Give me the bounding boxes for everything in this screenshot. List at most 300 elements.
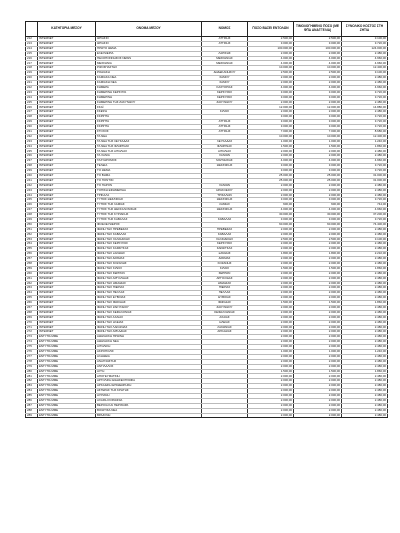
total-cost-cell: 12.400,00	[342, 134, 388, 139]
amount-invoiced-cell: 2.000,00	[294, 100, 342, 105]
media-name-cell: ΤΑΧΥΔΡΟΜΟΣ	[96, 159, 202, 164]
amount-invoiced-cell: 2.000,00	[294, 110, 342, 115]
media-name-cell: ΑΘΗΝΑΪΚΗ ΠΡΩΙΝΗ	[96, 335, 202, 340]
amount-invoiced-cell: 3.000,00	[294, 198, 342, 203]
amount-orders-cell: 2.000,00	[248, 257, 294, 262]
total-cost-cell: 2.480,00	[342, 330, 388, 335]
media-category-cell: INTERNET	[38, 115, 96, 120]
prefecture-cell: ΠΕΛΛΑΣ	[202, 291, 248, 296]
media-category-cell: INTERNET	[38, 242, 96, 247]
amount-orders-cell: 2.000,00	[248, 364, 294, 369]
media-name-cell: ΤΟ ΘΕΜΑ	[96, 169, 202, 174]
media-category-cell: INTERNET	[38, 315, 96, 320]
total-cost-cell: 2.480,00	[342, 413, 388, 418]
total-cost-cell: 124.000,00	[342, 46, 388, 51]
prefecture-cell: ΤΡΙΚΑΛΩΝ	[202, 193, 248, 198]
row-number-cell: 244	[26, 193, 38, 198]
media-category-cell: INTERNET	[38, 76, 96, 81]
media-category-cell: INTERNET	[38, 149, 96, 154]
amount-invoiced-cell: 2.000,00	[294, 188, 342, 193]
media-category-cell: INTERNET	[38, 51, 96, 56]
amount-orders-cell: 1.000,00	[248, 350, 294, 355]
media-name-cell: ΦΩΝΗ ΤΗΣ ΚΙΛΚΙΣ	[96, 266, 202, 271]
row-number-cell: 235	[26, 149, 38, 154]
media-category-cell: INTERNET	[38, 139, 96, 144]
media-name-cell: ΦΩΝΗ ΤΗΣ ΧΑΛΚΙΔΙΚΗΣ	[96, 237, 202, 242]
amount-orders-cell: 4.000,00	[248, 56, 294, 61]
amount-orders-cell: 4.000,00	[248, 85, 294, 90]
total-cost-cell: 2.480,00	[342, 340, 388, 345]
amount-orders-cell: 3.000,00	[248, 41, 294, 46]
media-name-cell: ΤΟΠΙΚΗ ΕΦΗΜΕΡΙΔΑ	[96, 188, 202, 193]
media-category-cell: INTERNET	[38, 261, 96, 266]
row-number-cell: 289	[26, 413, 38, 418]
media-category-cell: INTERNET	[38, 61, 96, 66]
media-category-cell: INTERNET	[38, 227, 96, 232]
prefecture-cell: ΧΑΝΙΩΝ	[202, 183, 248, 188]
table-header-row	[26, 22, 388, 37]
amount-invoiced-cell: 2.000,00	[294, 286, 342, 291]
media-category-cell: INTERNET	[38, 95, 96, 100]
amount-orders-cell: 3.000,00	[248, 125, 294, 130]
row-number-cell: 227	[26, 110, 38, 115]
media-name-cell: ΑΡΓΟΛΙΚΗ ΕΙΔΗΣΕΟΓΡΑΦΙΑ	[96, 379, 202, 384]
media-name-cell: ΑΧΑΪΚΗ ΚΟΙΝΩΝΙΑ	[96, 398, 202, 403]
media-category-cell: INTERNET	[38, 178, 96, 183]
prefecture-cell: ΗΡΑΚΛΕΙΟΥ	[202, 188, 248, 193]
amount-invoiced-cell: 25.000,00	[294, 173, 342, 178]
row-number-cell: 274	[26, 340, 38, 345]
total-cost-cell: 744,00	[342, 203, 388, 208]
media-name-cell: ΑΙΤΩΛΙΚΗ	[96, 345, 202, 350]
media-name-cell: ΘΡΙΑΣΙΟ	[96, 37, 202, 42]
prefecture-cell: ΚΑΒΑΛΑΣ	[202, 217, 248, 222]
row-number-cell: 271	[26, 325, 38, 330]
row-number-cell: 283	[26, 384, 38, 389]
media-name-cell: ΦΩΝΗ ΤΗΣ ΑΡΚΑΔΙΑΣ	[96, 330, 202, 335]
prefecture-cell: ΚΕΡΚΥΡΑΣ	[202, 90, 248, 95]
media-name-cell: ΑΠΟΓΕΥΜΑΤΙΝΗ	[96, 374, 202, 379]
prefecture-cell: ΘΕΣ/ΝΙΚΗΣ	[202, 208, 248, 213]
media-name-cell: ΦΩΝΗ ΤΗΣ ΛΑΚΩΝΙΑΣ	[96, 325, 202, 330]
total-cost-cell: 3.720,00	[342, 95, 388, 100]
prefecture-cell: ΖΑΚΥΝΘΟΥ	[202, 305, 248, 310]
amount-invoiced-cell: 2.000,00	[294, 345, 342, 350]
media-name-cell: ΣΚΡΙΠΤΑ	[96, 125, 202, 130]
media-name-cell: ΦΩΝΗ ΤΗΣ ΕΥΒΟΙΑΣ	[96, 296, 202, 301]
row-number-cell: 248	[26, 213, 38, 218]
row-number-cell: 277	[26, 354, 38, 359]
amount-invoiced-cell: 2.000,00	[294, 193, 342, 198]
amount-orders-cell: 2.500,00	[248, 37, 294, 42]
amount-orders-cell: 60.000,00	[248, 222, 294, 227]
amount-invoiced-cell: 2.000,00	[294, 403, 342, 408]
media-category-cell: INTERNET	[38, 291, 96, 296]
total-cost-cell: 2.480,00	[342, 51, 388, 56]
row-number-cell: 273	[26, 335, 38, 340]
media-name-cell: ΡΙΖΟΣΠΑΣΤΗΣ	[96, 66, 202, 71]
prefecture-cell: ΚΟΖΑΝΗΣ	[202, 261, 248, 266]
media-category-cell: INTERNET	[38, 217, 96, 222]
amount-invoiced-cell: 2.000,00	[294, 227, 342, 232]
media-name-cell: ΘΡΙΑΣΙΟ	[96, 41, 202, 46]
media-name-cell: ΣΚΑΪ	[96, 105, 202, 110]
media-category-cell: INTERNET	[38, 247, 96, 252]
amount-orders-cell: 2.000,00	[248, 154, 294, 159]
amount-orders-cell: 25.000,00	[248, 173, 294, 178]
row-number-cell: 224	[26, 95, 38, 100]
amount-orders-cell: 2.000,00	[248, 110, 294, 115]
row-number-cell: 220	[26, 76, 38, 81]
total-cost-cell: 3.720,00	[342, 217, 388, 222]
row-number-cell: 282	[26, 379, 38, 384]
media-category-cell: INTERNET	[38, 301, 96, 306]
header-amount-orders: ΠΟΣΟ ΒΑΣΕΙ ΕΝΤΟΛΩΝ	[248, 22, 294, 37]
media-name-cell: ΒΕΡΟΙΑ ΚΑΙ ΠΕΡΙΧΩΡΑ	[96, 403, 202, 408]
total-cost-cell: 3.720,00	[342, 198, 388, 203]
amount-orders-cell: 2.000,00	[248, 354, 294, 359]
total-cost-cell: 2.480,00	[342, 286, 388, 291]
row-number-cell: 238	[26, 164, 38, 169]
amount-orders-cell: 2.000,00	[248, 271, 294, 276]
total-cost-cell: 3.720,00	[342, 90, 388, 95]
prefecture-cell: ΑΤΤΙΚΗΣ	[202, 41, 248, 46]
header-amount-invoiced: ΤΙΜΟΛΟΓΗΜΕΝΟ ΠΟΣΟ (ΜΕ ΦΠΑ ΑΝΑΓΓΕΛΙΑ)	[294, 22, 342, 37]
total-cost-cell: 2.480,00	[342, 320, 388, 325]
media-name-cell: ΤΑ ΝΕΑ ΤΗΣ ΑΙΤΩΛΙΑΣ	[96, 149, 202, 154]
amount-orders-cell: 100.000,00	[248, 46, 294, 51]
total-cost-cell: 3.720,00	[342, 115, 388, 120]
media-category-cell: INTERNET	[38, 173, 96, 178]
row-number-cell: 260	[26, 271, 38, 276]
amount-invoiced-cell: 1.800,00	[294, 252, 342, 257]
media-category-cell: ΕΝΤΥΠΑ ΜΜΕ	[38, 345, 96, 350]
media-name-cell: ΤΥΠΟΣ ΤΗΣ ΚΑΒΑΛΑΣ	[96, 217, 202, 222]
prefecture-cell: ΣΑΜΟΥ	[202, 81, 248, 86]
amount-invoiced-cell: 2.000,00	[294, 271, 342, 276]
row-number-cell: 265	[26, 296, 38, 301]
amount-invoiced-cell: 1.500,00	[294, 144, 342, 149]
amount-orders-cell: 2.500,00	[248, 71, 294, 76]
row-number-cell: 240	[26, 173, 38, 178]
media-category-cell: ΕΝΤΥΠΑ ΜΜΕ	[38, 364, 96, 369]
prefecture-cell: ΑΤΤΙΚΗΣ	[202, 37, 248, 42]
media-category-cell: ΕΝΤΥΠΑ ΜΜΕ	[38, 398, 96, 403]
amount-orders-cell: 1.500,00	[248, 144, 294, 149]
amount-invoiced-cell: 2.000,00	[294, 413, 342, 418]
amount-orders-cell: 2.000,00	[248, 286, 294, 291]
prefecture-cell: ΣΕΡΡΩΝ	[202, 271, 248, 276]
total-cost-cell: 2.480,00	[342, 257, 388, 262]
row-number-cell: 263	[26, 286, 38, 291]
media-category-cell: ΕΝΤΥΠΑ ΜΜΕ	[38, 394, 96, 399]
total-cost-cell: 1.240,00	[342, 350, 388, 355]
amount-orders-cell: 2.000,00	[248, 100, 294, 105]
total-cost-cell: 2.480,00	[342, 384, 388, 389]
amount-invoiced-cell: 4.000,00	[294, 85, 342, 90]
amount-invoiced-cell: 2.000,00	[294, 315, 342, 320]
amount-orders-cell: 2.000,00	[248, 374, 294, 379]
header-index	[26, 22, 38, 37]
media-name-cell: ΒΡΑΔΥΝΗ	[96, 413, 202, 418]
amount-orders-cell: 1.000,00	[248, 139, 294, 144]
prefecture-cell: ΘΕΣ/ΝΙΚΗΣ	[202, 164, 248, 169]
media-category-cell: INTERNET	[38, 105, 96, 110]
total-cost-cell: 31.000,00	[342, 173, 388, 178]
row-number-cell: 269	[26, 315, 38, 320]
media-name-cell: ΦΩΝΗ ΤΗΣ ΔΡΑΜΑΣ	[96, 257, 202, 262]
row-number-cell: 253	[26, 237, 38, 242]
row-number-cell: 251	[26, 227, 38, 232]
total-cost-cell: 2.480,00	[342, 398, 388, 403]
amount-invoiced-cell: 2.000,00	[294, 232, 342, 237]
media-name-cell: ΦΩΝΗ ΤΗΣ ΚΑΒΑΛΑΣ	[96, 232, 202, 237]
media-category-cell: INTERNET	[38, 164, 96, 169]
amount-orders-cell: 2.000,00	[248, 310, 294, 315]
prefecture-cell: ΚΑΒΑΛΑΣ	[202, 232, 248, 237]
row-number-cell: 279	[26, 364, 38, 369]
amount-orders-cell: 2.000,00	[248, 76, 294, 81]
media-category-cell: INTERNET	[38, 144, 96, 149]
media-name-cell: ΦΩΝΗ ΤΗΣ ΚΕΡΚΥΡΑΣ	[96, 242, 202, 247]
media-category-cell: ΕΝΤΥΠΑ ΜΜΕ	[38, 384, 96, 389]
row-number-cell: 237	[26, 159, 38, 164]
amount-orders-cell: 2.000,00	[248, 305, 294, 310]
prefecture-cell: ΚΕΡΚΥΡΑΣ	[202, 242, 248, 247]
total-cost-cell: 2.480,00	[342, 232, 388, 237]
row-number-cell: 236	[26, 154, 38, 159]
media-category-cell: INTERNET	[38, 213, 96, 218]
media-category-cell: INTERNET	[38, 281, 96, 286]
amount-invoiced-cell: 2.000,00	[294, 76, 342, 81]
total-cost-cell: 2.480,00	[342, 193, 388, 198]
total-cost-cell: 3.100,00	[342, 237, 388, 242]
row-number-cell: 225	[26, 100, 38, 105]
amount-invoiced-cell: 1.500,00	[294, 369, 342, 374]
header-total-cost: ΣΥΝΟΛΙΚΟ ΚΟΣΤΟΣ ΣΤΗ ΖΗΤΙΑ	[342, 22, 388, 37]
media-name-cell: ΦΩΝΗ ΤΗΣ ΖΑΚΥΝΘΟΥ	[96, 305, 202, 310]
media-category-cell: ΕΝΤΥΠΑ ΜΜΕ	[38, 359, 96, 364]
media-category-cell: INTERNET	[38, 56, 96, 61]
media-name-cell: ΜΕΣΣΗΝΙΑ	[96, 61, 202, 66]
total-cost-cell: 2.480,00	[342, 227, 388, 232]
amount-invoiced-cell: 12.000,00	[294, 105, 342, 110]
prefecture-cell: ΧΑΝΙΩΝ	[202, 154, 248, 159]
prefecture-cell: ΗΜΑΘΙΑΣ	[202, 281, 248, 286]
total-cost-cell: 1.860,00	[342, 266, 388, 271]
row-number-cell: 232	[26, 134, 38, 139]
media-name-cell: ΒΟΙΩΤΙΚΑ ΝΕΑ	[96, 408, 202, 413]
media-name-cell: ΦΩΝΗ ΤΗΣ ΠΙΕΡΙΑΣ	[96, 286, 202, 291]
media-name-cell: ΣΚΕΨΗ	[96, 110, 202, 115]
media-category-cell: ΕΝΤΥΠΑ ΜΜΕ	[38, 413, 96, 418]
total-cost-cell: 1.860,00	[342, 301, 388, 306]
total-cost-cell: 2.232,00	[342, 252, 388, 257]
row-number-cell: 213	[26, 41, 38, 46]
amount-orders-cell: 2.000,00	[248, 340, 294, 345]
total-cost-cell: 2.480,00	[342, 281, 388, 286]
row-number-cell: 278	[26, 359, 38, 364]
amount-invoiced-cell: 3.000,00	[294, 169, 342, 174]
media-category-cell: INTERNET	[38, 198, 96, 203]
amount-orders-cell: 600,00	[248, 203, 294, 208]
media-category-cell: INTERNET	[38, 183, 96, 188]
total-cost-cell: 3.720,00	[342, 120, 388, 125]
media-name-cell: ΦΩΝΗ ΤΗΣ ΠΕΛΛΑΣ	[96, 291, 202, 296]
media-category-cell: INTERNET	[38, 222, 96, 227]
prefecture-cell: ΜΕΣΣΗΝΙΑΣ	[202, 61, 248, 66]
media-name-cell: ΦΩΝΗ ΤΗΣ ΠΡΕΒΕΖΑΣ	[96, 227, 202, 232]
media-name-cell: ΑΝΑΓΝΩΣΤΗΣ	[96, 359, 202, 364]
prefecture-cell: ΚΑΡΔΙΤΣΑΣ	[202, 247, 248, 252]
media-category-cell: ΕΝΤΥΠΑ ΜΜΕ	[38, 379, 96, 384]
prefecture-cell: ΛΑΚΩΝΙΑΣ	[202, 325, 248, 330]
amount-orders-cell: 2.000,00	[248, 384, 294, 389]
amount-invoiced-cell: 4.000,00	[294, 159, 342, 164]
prefecture-cell: ΞΑΝΘΗΣ	[202, 252, 248, 257]
row-number-cell: 217	[26, 61, 38, 66]
amount-invoiced-cell: 2.000,00	[294, 354, 342, 359]
amount-invoiced-cell: 2.000,00	[294, 325, 342, 330]
media-name-cell: ΦΩΝΗ ΤΗΣ ΚΕΦΑΛΟΝΙΑΣ	[96, 310, 202, 315]
amount-orders-cell: 2.000,00	[248, 345, 294, 350]
amount-invoiced-cell: 2.000,00	[294, 379, 342, 384]
media-category-cell: ΕΝΤΥΠΑ ΜΜΕ	[38, 335, 96, 340]
amount-invoiced-cell: 2.500,00	[294, 237, 342, 242]
amount-invoiced-cell: 4.000,00	[294, 208, 342, 213]
media-name-cell: ΣΗΜΕΡΙΝΗ ΤΗΣ ΖΑΚΥΝΘΟΥ	[96, 100, 202, 105]
header-media-category: ΚΑΤΗΓΟΡΙΑ ΜΕΣΟΥ	[38, 22, 96, 37]
media-name-cell: ΑΛΗΘΕΙΑ	[96, 354, 202, 359]
media-category-cell: INTERNET	[38, 330, 96, 335]
media-category-cell: ΕΝΤΥΠΑ ΜΜΕ	[38, 403, 96, 408]
media-category-cell: INTERNET	[38, 252, 96, 257]
row-number-cell: 218	[26, 66, 38, 71]
amount-invoiced-cell: 10.000,00	[294, 66, 342, 71]
row-number-cell: 257	[26, 257, 38, 262]
media-name-cell: ΤΥΠΟΣ ΤΗΣ ΘΕΣΣΑΛΟΝΙΚΗΣ	[96, 208, 202, 213]
row-number-cell: 212	[26, 37, 38, 42]
row-number-cell: 286	[26, 398, 38, 403]
amount-invoiced-cell: 2.000,00	[294, 330, 342, 335]
total-cost-cell: 2.480,00	[342, 242, 388, 247]
amount-invoiced-cell: 2.000,00	[294, 154, 342, 159]
amount-invoiced-cell: 1.500,00	[294, 266, 342, 271]
amount-invoiced-cell: 2.000,00	[294, 335, 342, 340]
prefecture-cell: ΛΑΜΙΑΣ	[202, 203, 248, 208]
total-cost-cell: 2.480,00	[342, 276, 388, 281]
amount-orders-cell: 2.000,00	[248, 242, 294, 247]
prefecture-cell: ΦΛΩΡΙΝΑΣ	[202, 144, 248, 149]
amount-invoiced-cell: 2.000,00	[294, 340, 342, 345]
amount-invoiced-cell: 2.000,00	[294, 394, 342, 399]
amount-invoiced-cell: 2.000,00	[294, 305, 342, 310]
prefecture-cell	[202, 413, 248, 418]
amount-invoiced-cell: 60.000,00	[294, 222, 342, 227]
amount-orders-cell: 2.000,00	[248, 276, 294, 281]
media-category-cell: INTERNET	[38, 276, 96, 281]
amount-orders-cell: 2.000,00	[248, 291, 294, 296]
media-name-cell: ΑΝΤΙΛΑΛΟΣ	[96, 364, 202, 369]
row-number-cell: 214	[26, 46, 38, 51]
row-number-cell: 242	[26, 183, 38, 188]
row-number-cell: 234	[26, 144, 38, 149]
media-name-cell: ΦΩΝΗ ΤΗΣ ΣΕΡΡΩΝ	[96, 271, 202, 276]
total-cost-cell: 2.480,00	[342, 76, 388, 81]
media-category-cell: INTERNET	[38, 257, 96, 262]
media-category-cell: INTERNET	[38, 120, 96, 125]
row-number-cell: 272	[26, 330, 38, 335]
prefecture-cell: ΑΡΓΟΛΙΔΑΣ	[202, 276, 248, 281]
total-cost-cell: 2.480,00	[342, 325, 388, 330]
amount-invoiced-cell: 3.000,00	[294, 41, 342, 46]
amount-invoiced-cell: 2.000,00	[294, 296, 342, 301]
row-number-cell: 266	[26, 301, 38, 306]
header-media-name: ΟΝΟΜΑ ΜΕΣΟΥ	[96, 22, 202, 37]
amount-invoiced-cell: 2.000,00	[294, 51, 342, 56]
total-cost-cell: 2.480,00	[342, 335, 388, 340]
row-number-cell: 276	[26, 350, 38, 355]
media-name-cell: ΣΗΜΕΡΙΝΗ	[96, 95, 202, 100]
amount-orders-cell: 2.000,00	[248, 394, 294, 399]
media-category-cell: INTERNET	[38, 296, 96, 301]
media-name-cell: ΕΛΕΥΘΕΡΙΑ	[96, 51, 202, 56]
media-category-cell: INTERNET	[38, 154, 96, 159]
row-number-cell: 233	[26, 139, 38, 144]
amount-orders-cell: 1.500,00	[248, 369, 294, 374]
media-name-cell: ΦΩΝΗ ΤΗΣ ΞΑΝΘΗΣ	[96, 252, 202, 257]
media-name-cell: ΦΩΝΗ ΤΗΣ ΑΡΓΟΛΙΔΑΣ	[96, 276, 202, 281]
row-number-cell: 264	[26, 291, 38, 296]
amount-orders-cell: 3.000,00	[248, 217, 294, 222]
amount-orders-cell: 2.000,00	[248, 247, 294, 252]
media-name-cell: ΤΟ ΠΑΡΟΝ	[96, 183, 202, 188]
total-cost-cell: 2.480,00	[342, 261, 388, 266]
row-number-cell: 245	[26, 198, 38, 203]
media-name-cell: ΣΚΡΙΠΤΑ	[96, 115, 202, 120]
amount-invoiced-cell: 10.000,00	[294, 134, 342, 139]
row-number-cell: 280	[26, 369, 38, 374]
media-category-cell: INTERNET	[38, 37, 96, 42]
row-number-cell: 252	[26, 232, 38, 237]
prefecture-cell: ΑΤΤΙΚΗΣ	[202, 129, 248, 134]
total-cost-cell: 2.480,00	[342, 394, 388, 399]
amount-orders-cell: 3.000,00	[248, 120, 294, 125]
amount-invoiced-cell: 100.000,00	[294, 46, 342, 51]
row-number-cell: 249	[26, 217, 38, 222]
media-category-cell: INTERNET	[38, 41, 96, 46]
total-cost-cell: 3.100,00	[342, 71, 388, 76]
total-cost-cell: 2.480,00	[342, 296, 388, 301]
amount-orders-cell: 2.000,00	[248, 261, 294, 266]
amount-invoiced-cell: 2.000,00	[294, 149, 342, 154]
media-category-cell: INTERNET	[38, 159, 96, 164]
total-cost-cell: 1.240,00	[342, 139, 388, 144]
amount-orders-cell: 7.000,00	[248, 129, 294, 134]
media-name-cell: ΡΟΔΙΑΚΗ	[96, 71, 202, 76]
table-row	[26, 413, 388, 418]
media-category-cell: INTERNET	[38, 66, 96, 71]
header-prefecture: ΝΟΜΟΣ	[202, 22, 248, 37]
amount-invoiced-cell: 2.000,00	[294, 183, 342, 188]
prefecture-cell: ΕΥΒΟΙΑΣ	[202, 296, 248, 301]
row-number-cell: 281	[26, 374, 38, 379]
total-cost-cell: 12.400,00	[342, 66, 388, 71]
total-cost-cell: 3.720,00	[342, 169, 388, 174]
media-category-cell: INTERNET	[38, 232, 96, 237]
row-number-cell: 285	[26, 394, 38, 399]
row-number-cell: 288	[26, 408, 38, 413]
